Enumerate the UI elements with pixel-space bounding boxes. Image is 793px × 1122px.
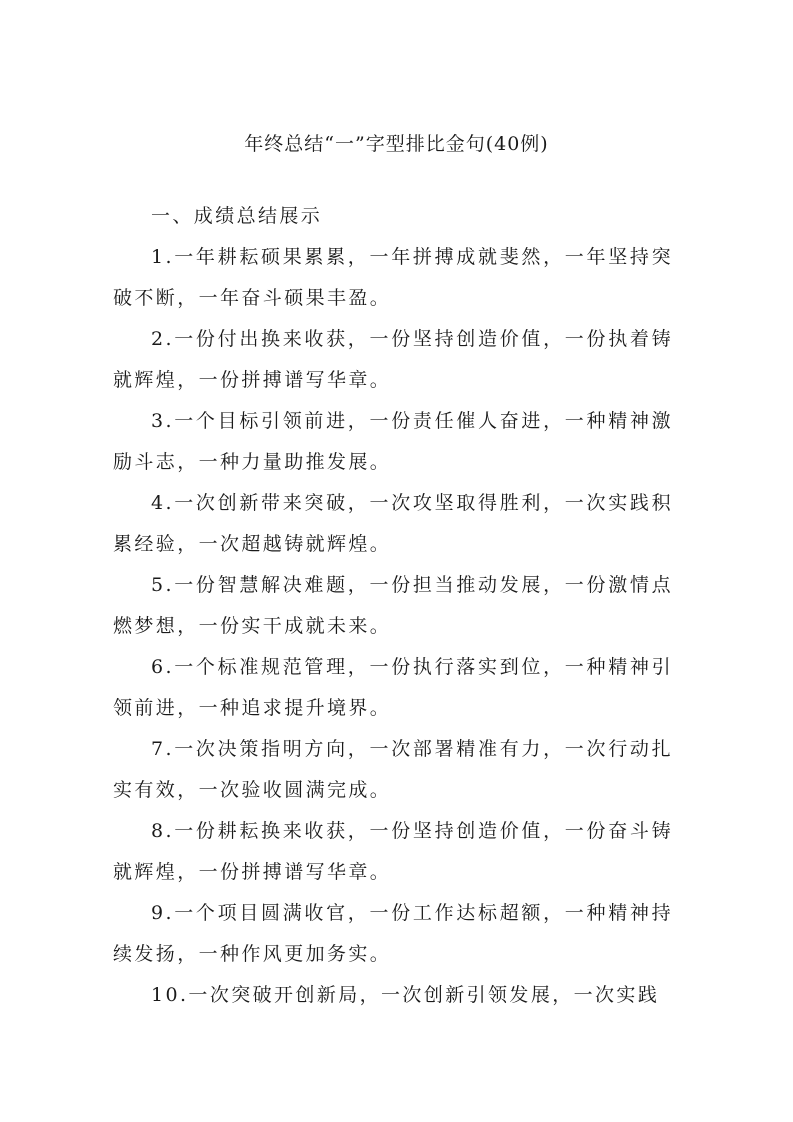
list-item: 2.一份付出换来收获，一份坚持创造价值，一份执着铸就辉煌，一份拼搏谱写华章。 [113, 328, 673, 391]
list-item: 3.一个目标引领前进，一份责任催人奋进，一种精神激励斗志，一种力量助推发展。 [113, 410, 673, 473]
list-item: 9.一个项目圆满收官，一份工作达标超额，一种精神持续发扬，一种作风更加务实。 [113, 902, 673, 965]
list-item: 5.一份智慧解决难题，一份担当推动发展，一份激情点燃梦想，一份实干成就未来。 [113, 574, 673, 637]
document-body [113, 196, 673, 1016]
document-title: 年终总结“一”字型排比金句(40例) [244, 133, 549, 155]
section-heading: 一、成绩总结展示 [151, 205, 323, 227]
list-item: 7.一次决策指明方向，一次部署精准有力，一次行动扎实有效，一次验收圆满完成。 [113, 738, 673, 801]
list-item: 1.一年耕耘硕果累累，一年拼搏成就斐然，一年坚持突破不断，一年奋斗硕果丰盈。 [113, 246, 673, 309]
list-item: 10.一次突破开创新局，一次创新引领发展，一次实践 [151, 984, 660, 1006]
list-item: 8.一份耕耘换来收获，一份坚持创造价值，一份奋斗铸就辉煌，一份拼搏谱写华章。 [113, 820, 673, 883]
list-item: 6.一个标准规范管理，一份执行落实到位，一种精神引领前进，一种追求提升境界。 [113, 656, 673, 719]
list-item: 4.一次创新带来突破，一次攻坚取得胜利，一次实践积累经验，一次超越铸就辉煌。 [113, 492, 673, 555]
